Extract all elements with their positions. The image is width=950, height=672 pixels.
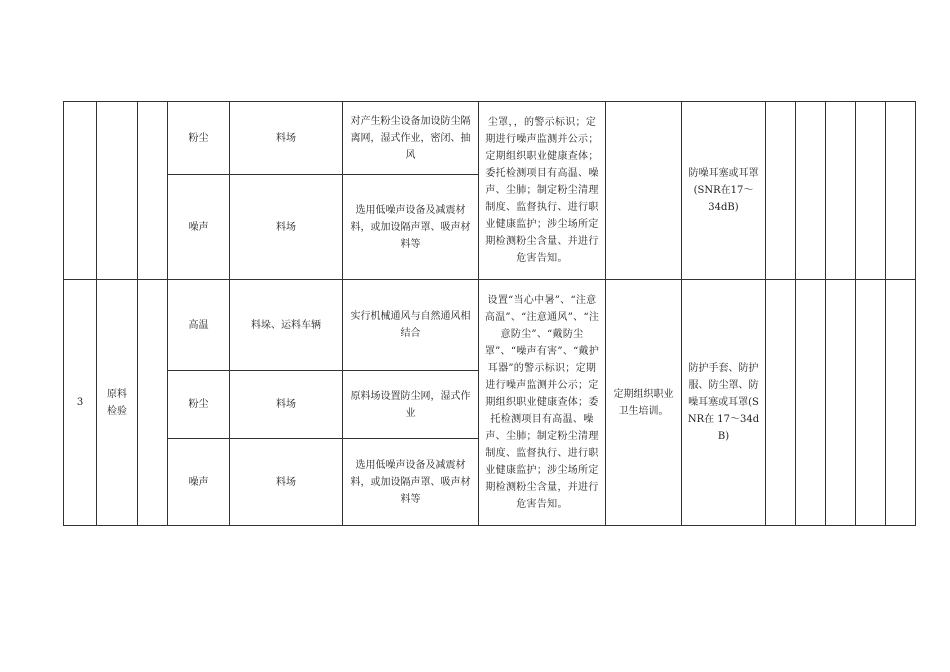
blank-cell bbox=[826, 102, 856, 280]
blank-cell bbox=[826, 280, 856, 526]
process-cell: 原料 检验 bbox=[97, 280, 138, 526]
location-cell: 料垛、运料车辆 bbox=[230, 280, 343, 371]
blank-cell bbox=[886, 102, 916, 280]
blank-cell bbox=[138, 280, 168, 526]
engineering-measure-cell: 对产生粉尘设备加设防尘隔离网，湿式作业，密闭、抽风 bbox=[343, 102, 479, 175]
hazard-cell: 粉尘 bbox=[168, 102, 230, 175]
training-cell bbox=[606, 102, 682, 280]
ppe-cell: 防护手套、防护服、防尘罩、防噪耳塞或耳罩(SNR在 17～34dB) bbox=[682, 280, 766, 526]
ppe-cell: 防噪耳塞或耳罩 (SNR在17～ 34dB) bbox=[682, 102, 766, 280]
hazard-cell: 粉尘 bbox=[168, 371, 230, 439]
hazard-cell: 高温 bbox=[168, 280, 230, 371]
blank-cell bbox=[856, 102, 886, 280]
location-cell: 料场 bbox=[230, 175, 343, 280]
location-cell: 料场 bbox=[230, 102, 343, 175]
hazard-cell: 噪声 bbox=[168, 175, 230, 280]
management-measure-cell: 尘罩，，的警示标识；定期进行噪声监测并公示；定期组织职业健康查体；委托检测项目有高温、噪声、尘肺；制定粉尘清理制度、监督执行、进行职业健康监护；涉尘场所定期检测粉尘含量、并进行危害告知。 bbox=[479, 102, 606, 280]
blank-cell bbox=[766, 102, 796, 280]
location-cell: 料场 bbox=[230, 371, 343, 439]
blank-cell bbox=[138, 102, 168, 280]
hazard-control-table bbox=[63, 101, 916, 526]
engineering-measure-cell: 原料场设置防尘网，湿式作业 bbox=[343, 371, 479, 439]
number-cell: 3 bbox=[64, 280, 97, 526]
blank-cell bbox=[886, 280, 916, 526]
location-cell: 料场 bbox=[230, 439, 343, 526]
table-row bbox=[64, 280, 916, 371]
blank-cell bbox=[856, 280, 886, 526]
blank-cell bbox=[796, 280, 826, 526]
engineering-measure-cell: 选用低噪声设备及减震材料，或加设隔声罩、吸声材料等 bbox=[343, 439, 479, 526]
management-measure-cell: 设置“当心中暑”、“注意高温”、“注意通风”、“注意防尘”、“戴防尘罩”、“噪声有害”、“戴护耳器”的警示标识；定期进行噪声监测并公示；定期组织职业健康查体；委托检测项目有高温、噪声、尘肺；制定粉尘清理制度、监督执行、进行职业健康监护；涉尘场所定期检测粉尘含量，并进行危害告知。 bbox=[479, 280, 606, 526]
blank-cell bbox=[796, 102, 826, 280]
engineering-measure-cell: 选用低噪声设备及减震材料，或加设隔声罩、吸声材料等 bbox=[343, 175, 479, 280]
blank-cell bbox=[766, 280, 796, 526]
hazard-cell: 噪声 bbox=[168, 439, 230, 526]
number-cell bbox=[64, 102, 97, 280]
training-cell: 定期组织职业卫生培训。 bbox=[606, 280, 682, 526]
engineering-measure-cell: 实行机械通风与自然通风相结合 bbox=[343, 280, 479, 371]
process-cell bbox=[97, 102, 138, 280]
table-row bbox=[64, 102, 916, 175]
